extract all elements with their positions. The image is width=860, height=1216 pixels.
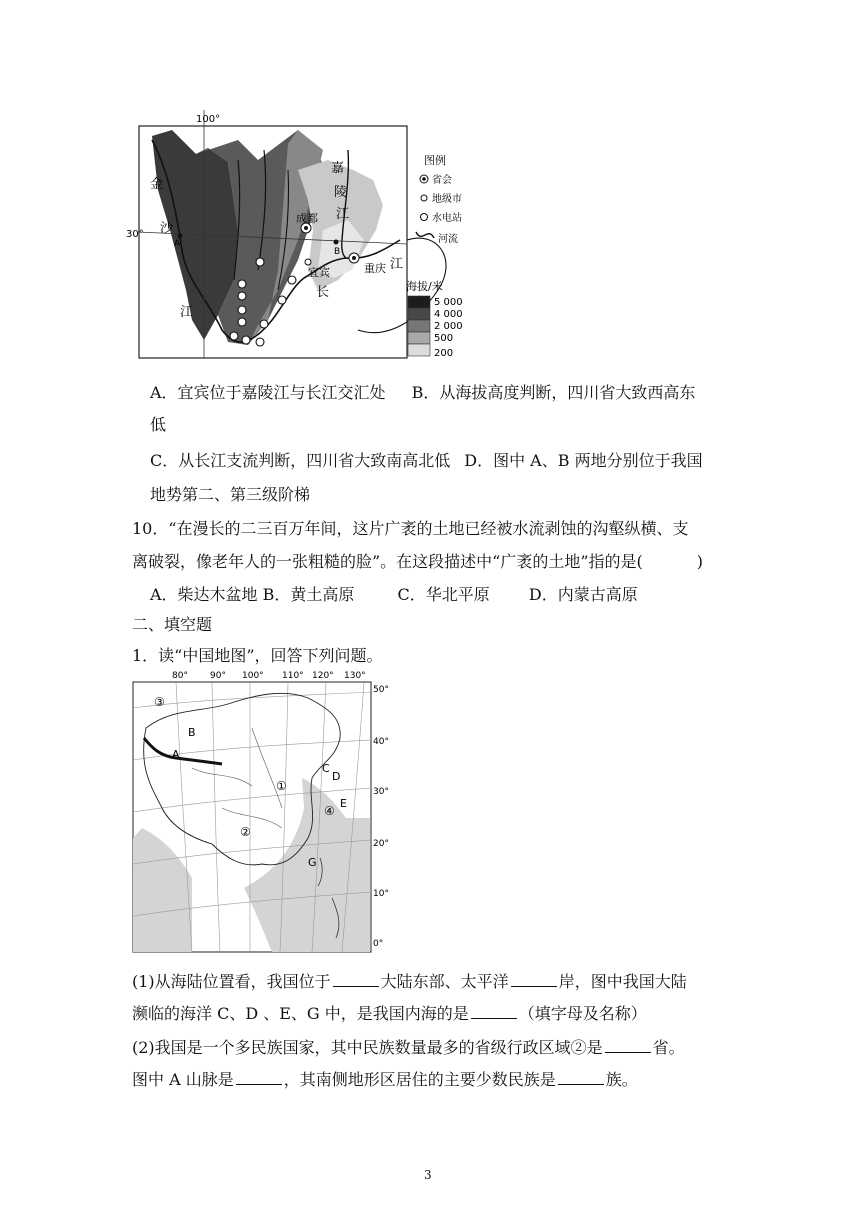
fq1-p1-text: （填字母及名称） (518, 1004, 647, 1023)
lat-tick: 20° (373, 839, 389, 849)
q10-stem-line1: 10．“在漫长的二三百万年间，这片广袤的土地已经被水流剥蚀的沟壑纵横、支 (132, 519, 689, 538)
map-label-2: ② (240, 825, 251, 839)
chengdu-label: 成都 (296, 212, 318, 225)
elevation-level: 2 000 (434, 321, 463, 332)
q9-option-c: C．从长江支流判断，四川省大致南高北低 (150, 451, 451, 470)
elevation-level: 5 000 (434, 297, 463, 308)
yibin-label: 宜宾 (308, 266, 330, 279)
legend-item: 省会 (432, 175, 452, 186)
lat-tick: 50° (373, 685, 389, 695)
q9-option-d: D．图中 A、B 两地分别位于我国 (464, 451, 703, 470)
lon-tick: 90° (210, 671, 226, 681)
sichuan-map (126, 110, 518, 360)
fq1-p1-text: 岸，图中我国大陆 (558, 972, 687, 991)
map-label-b: B (188, 726, 196, 739)
q9-option-c-d (150, 450, 703, 472)
fq1-part1-line1 (132, 970, 687, 993)
map-label-a: A (172, 748, 180, 761)
q9-option-a: A．宜宾位于嘉陵江与长江交汇处 (150, 383, 386, 402)
q9-option-a-b (150, 382, 695, 404)
map-label-g: G (308, 856, 317, 869)
fq1-p1-text: (1)从海陆位置看，我国位于 (132, 972, 331, 991)
river-icon (416, 232, 434, 238)
page-number: 3 (424, 1168, 432, 1182)
map-legend (406, 153, 463, 359)
fq1-p2-text: 族。 (605, 1070, 638, 1089)
answer-blank[interactable] (558, 1068, 604, 1085)
lon-tick: 80° (172, 671, 188, 681)
elevation-level: 500 (434, 333, 454, 344)
fq1-intro: 1．读“中国地图”，回答下列问题。 (132, 646, 383, 665)
city-icon (421, 195, 427, 201)
map-label-4: ④ (324, 804, 335, 818)
river-label: 江 (390, 257, 404, 272)
elevation-level: 200 (434, 348, 454, 359)
elevation-swatches (408, 296, 430, 356)
fq1-p2-text: (2)我国是一个多民族国家，其中民族数量最多的省级行政区域②是 (132, 1038, 603, 1057)
river-label: 嘉 (331, 161, 345, 176)
fq1-part1-line2 (132, 1002, 647, 1025)
answer-blank[interactable] (333, 970, 379, 987)
answer-blank[interactable] (471, 1002, 517, 1019)
map-label-e: E (340, 797, 347, 810)
elevation-level: 4 000 (434, 309, 463, 320)
q10-options (150, 584, 638, 606)
map-label-3: ③ (154, 695, 165, 709)
elevation-title: 海拔/米 (406, 280, 443, 293)
lon-tick: 130° (344, 671, 366, 681)
lat-tick: 10° (373, 889, 389, 899)
map-label-1: ① (276, 779, 287, 793)
lat-tick: 30° (373, 787, 389, 797)
china-map (132, 668, 398, 956)
sichuan-map-svg (126, 110, 518, 360)
q9-option-d-cont: 地势第二、第三级阶梯 (150, 485, 311, 504)
q9-option-b: B．从海拔高度判断，四川省大致西高东 (411, 383, 696, 402)
river-label: 江 (180, 305, 194, 320)
lon-tick: 110° (282, 671, 304, 681)
china-map-svg (132, 668, 398, 956)
river-label: 江 (336, 207, 350, 222)
river-label: 陵 (334, 185, 348, 200)
lon-tick: 100° (242, 671, 264, 681)
fq1-p1-text: 大陆东部、太平洋 (380, 972, 509, 991)
q10-option-b: B．黄土高原 (262, 585, 355, 604)
legend-item: 地级市 (432, 194, 462, 205)
answer-blank[interactable] (236, 1068, 282, 1085)
q10-paren-close: ) (696, 552, 704, 571)
legend-item: 河流 (438, 234, 458, 245)
lon-label: 100° (196, 114, 221, 125)
answer-blank[interactable] (511, 970, 557, 987)
map-label-d: D (332, 770, 341, 783)
fq1-p1-text: 濒临的海洋 C、D 、E、G 中，是我国内海的是 (132, 1004, 469, 1023)
point-a-label: A (174, 239, 181, 249)
q9-option-b-cont: 低 (150, 415, 167, 434)
q10-option-c: C．华北平原 (397, 585, 490, 604)
legend-title: 图例 (424, 154, 446, 167)
answer-blank[interactable] (605, 1036, 651, 1053)
fq1-part2-line2 (132, 1068, 638, 1091)
river-label: 沙 (160, 221, 174, 236)
fq1-part2-line1 (132, 1036, 685, 1059)
q10-option-a: A．柴达木盆地 (150, 585, 258, 604)
lat-tick: 0° (373, 939, 384, 949)
q10-stem-text: 离破裂，像老年人的一张粗糙的脸”。在这段描述中“广袤的土地”指的是( (132, 552, 643, 571)
lat-label: 30° (126, 229, 144, 240)
q10-stem-line2 (132, 551, 703, 573)
fq1-p2-text: 图中 A 山脉是 (132, 1070, 234, 1089)
legend-item: 水电站 (432, 213, 462, 224)
map-label-c: C (322, 762, 330, 775)
fq1-p2-text: ，其南侧地形区居住的主要少数民族是 (283, 1070, 556, 1089)
chongqing-label: 重庆 (364, 262, 386, 275)
lat-tick: 40° (373, 737, 389, 747)
lon-tick: 120° (312, 671, 334, 681)
fq1-p2-text: 省。 (652, 1038, 685, 1057)
q10-option-d: D．内蒙古高原 (528, 585, 638, 604)
river-label: 长 (316, 285, 330, 300)
point-b-label: B (334, 247, 341, 257)
hydro-station-icon (421, 214, 428, 221)
river-label: 金 (150, 177, 164, 192)
section-heading-fill-blank: 二、填空题 (132, 615, 213, 634)
